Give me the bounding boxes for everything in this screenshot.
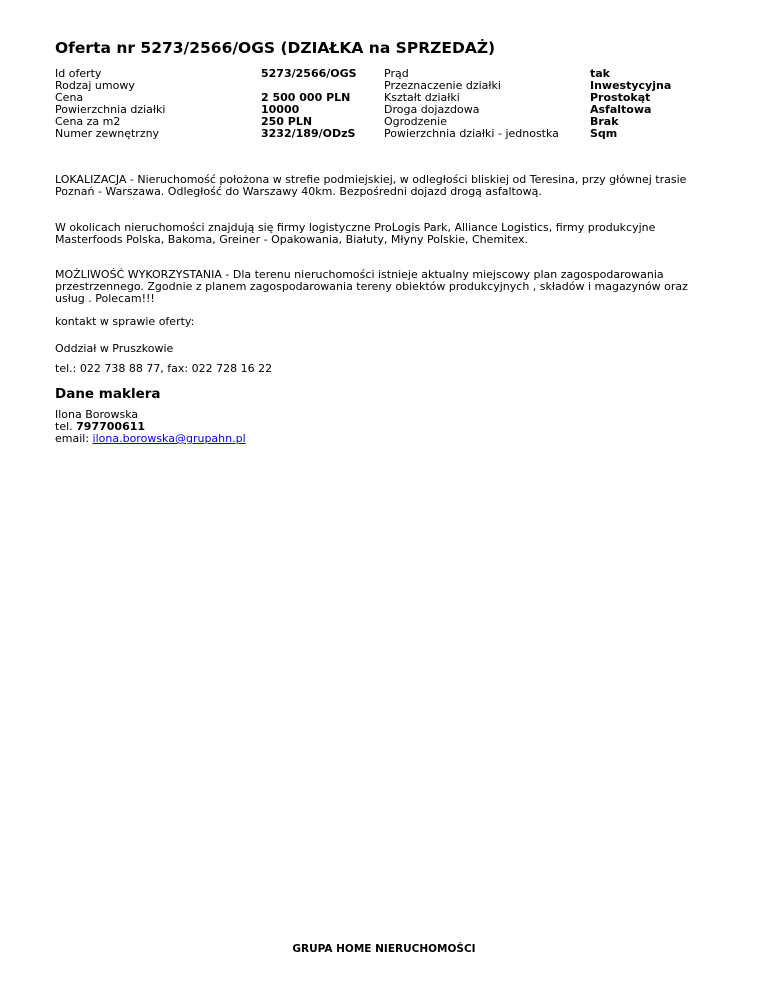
param-value: 2 500 000 PLN: [261, 91, 351, 104]
param-label: Rodzaj umowy: [55, 79, 135, 92]
param-value: 250 PLN: [261, 115, 313, 128]
param-value: Asfaltowa: [590, 103, 652, 116]
page-title: Oferta nr 5273/2566/OGS (DZIAŁKA na SPRZEDAŻ): [55, 39, 496, 57]
location-paragraph: LOKALIZACJA - Nieruchomość położona w strefie podmiejskiej, w odległości bliskiej od Teresina, przy głównej trasie Poznań - Warszawa. Odległość do Warszawy 40km. Bezpośredni dojazd drogą asfaltową.: [55, 173, 687, 198]
param-label: Prąd: [384, 67, 409, 80]
broker-email-label: email:: [55, 432, 93, 445]
param-label: Id oferty: [55, 67, 102, 80]
broker-email-link[interactable]: ilona.borowska@grupahn.pl: [92, 432, 246, 445]
broker-details: [55, 409, 246, 445]
branch-name: Oddział w Pruszkowie: [55, 342, 174, 355]
surroundings-paragraph: W okolicach nieruchomości znajdują się firmy logistyczne ProLogis Park, Alliance Logistics, firmy produkcyjne Masterfoods Polska, Bakoma, Greiner - Opakowania, Białuty, Młyny Polskie, Chemitex.: [55, 221, 656, 246]
params-right-values: [590, 68, 671, 140]
param-label: Kształt działki: [384, 91, 460, 104]
param-label: Powierzchnia działki - jednostka: [384, 127, 559, 140]
param-label: Numer zewnętrzny: [55, 127, 160, 140]
contact-intro: kontakt w sprawie oferty:: [55, 315, 195, 328]
param-value: Inwestycyjna: [590, 79, 672, 92]
param-value: Sqm: [590, 127, 618, 140]
param-label: Cena za m2: [55, 115, 121, 128]
broker-heading: Dane maklera: [55, 386, 161, 402]
param-value: Prostokąt: [590, 91, 651, 104]
params-right-labels: [384, 68, 559, 140]
branch-phones: tel.: 022 738 88 77, fax: 022 728 16 22: [55, 362, 273, 375]
param-value: Brak: [590, 115, 619, 128]
param-value: 3232/189/ODzS: [261, 127, 356, 140]
param-value: 5273/2566/OGS: [261, 67, 357, 80]
param-label: Cena: [55, 91, 84, 104]
broker-email-line: [55, 433, 246, 445]
param-label: Ogrodzenie: [384, 115, 447, 128]
params-left-values: [261, 68, 357, 140]
broker-name: Ilona Borowska: [55, 408, 139, 421]
param-value: tak: [590, 67, 610, 80]
usage-paragraph: MOŻLIWOŚĆ WYKORZYSTANIA - Dla terenu nieruchomości istnieje aktualny miejscowy plan zagospodarowania przestrzennego. Zgodnie z planem zagospodarowania tereny obiektów produkcyjnych , składów i magazynów oraz usług . Polecam!!!: [55, 268, 688, 305]
params-left-labels: [55, 68, 165, 140]
param-label: Powierzchnia działki: [55, 103, 166, 116]
footer-company-name: GRUPA HOME NIERUCHOMOŚCI: [292, 943, 476, 955]
param-value: 10000: [261, 103, 300, 116]
param-label: Droga dojazdowa: [384, 103, 480, 116]
broker-phone-label: tel.: [55, 420, 77, 433]
param-label: Przeznaczenie działki: [384, 79, 501, 92]
broker-phone: 797700611: [76, 420, 146, 433]
